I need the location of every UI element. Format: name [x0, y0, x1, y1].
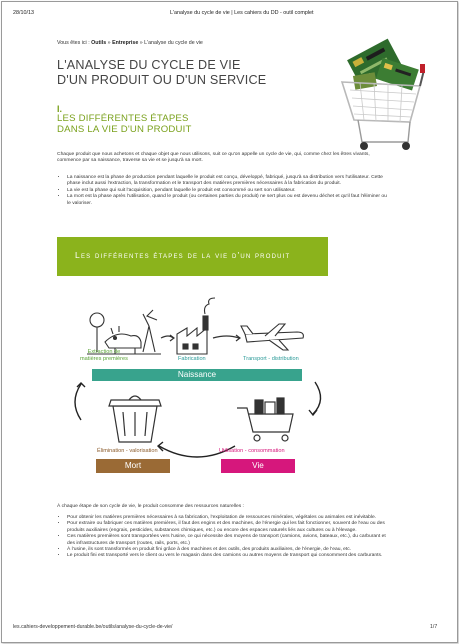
page-title: [57, 58, 266, 87]
step-elimination-label: Élimination - valorisation: [97, 448, 158, 454]
naissance-band: [92, 369, 302, 381]
step-fabrication-label: Fabrication: [178, 356, 206, 362]
breadcrumb: [57, 40, 203, 46]
vie-label: Vie: [252, 461, 264, 470]
breadcrumb-separator: »: [106, 40, 113, 46]
step-transport-label: Transport - distribution: [243, 356, 299, 362]
list-item: • La vie est la phase qui suit l'acquisition, pendant laquelle le produit est consommé ou sert son utilisateur.: [67, 188, 392, 194]
airplane-icon: [241, 324, 303, 350]
resources-list: [57, 515, 392, 560]
mort-label: Mort: [124, 461, 142, 470]
list-item: • À l'usine, ils sont transformés en produit fini grâce à des machines et des outils, des produits auxiliaires, de l'énergie, de l'eau, etc.: [67, 547, 392, 553]
list-item: • Pour extraire ou fabriquer ces matières premières, il faut des engins et des machines, de l'énergie qui les fait fonctionner, souvent de l'eau ou des produits auxiliaires (engrais, pesticides, substances chimiques, etc.) ou encore des espaces naturels liés aux cultures ou à l'élevage.: [67, 521, 392, 534]
breadcrumb-link-entreprise[interactable]: Entreprise: [112, 40, 139, 46]
list-item: • La naissance est la phase de production pendant laquelle le produit est conçu, développé, fabriqué, jusqu'à sa distribution vers l'utilisateur. Cette phase inclut aussi l'extraction, la transformation et le transport des matières premières nécessaires à la fabrication du produit.: [67, 175, 392, 188]
extraction-icon: [87, 310, 161, 354]
intro-paragraph: Chaque produit que nous achetons et chaque objet que nous utilisons, suit ce qu'on appelle un cycle de vie, qui, comme chez les êtres vivants, commence par sa naissance, traverse sa vie et se jusqu'à sa mort.: [57, 152, 370, 164]
diagram-banner: [57, 237, 328, 276]
list-item: • Ces matières premières sont transportées vers l'usine, ce qui nécessite des moyens de transport (camions, avions, bateaux, etc.), du carburant et des infrastructures de transport (routes, rails, ports, etc.): [67, 534, 392, 547]
list-item: • Le produit fini est transporté vers le client ou vers le magasin dans des camions ou autres moyens de transport qui consomment des carburants.: [67, 553, 392, 559]
naissance-label: Naissance: [177, 370, 217, 379]
breadcrumb-current: L'analyse du cycle de vie: [144, 40, 203, 46]
footer-url: les.cahiers-developpement-durable.be/outils/analyse-du-cycle-de-vie/: [13, 624, 173, 630]
section-title: [57, 113, 192, 135]
step-utilisation-label: Utilisation - consommation: [219, 448, 285, 454]
print-date: 28/10/13: [13, 10, 34, 16]
print-page-title: L'analyse du cycle de vie | Les cahiers du DD - outil complet: [170, 10, 314, 16]
step-extraction-label: [80, 349, 128, 362]
diagram-banner-title: Les différentes étapes de la vie d'un produit: [75, 250, 291, 260]
page-title-line-1: L'ANALYSE DU CYCLE DE VIE: [57, 58, 241, 72]
breadcrumb-link-outils[interactable]: Outils: [91, 40, 107, 46]
breadcrumb-prefix: Vous êtes ici :: [57, 40, 92, 46]
resources-intro: À chaque étape de son cycle de vie, le produit consomme des ressources naturelles :: [57, 504, 244, 509]
breadcrumb-separator: »: [138, 40, 145, 46]
mort-band: [96, 459, 170, 473]
list-item: • Pour obtenir les matières premières nécessaires à sa fabrication, l'exploitation de ressources minérales, végétales ou animales est inévitable.: [67, 515, 392, 521]
section-title-line-2: DANS LA VIE D'UN PRODUIT: [57, 124, 192, 135]
shopping-cart-picture: [336, 30, 426, 156]
step-extraction-line-1: Extraction de: [87, 349, 121, 355]
footer-page-number: 1/7: [430, 624, 438, 630]
step-extraction-line-2: matières premières: [80, 355, 128, 362]
list-item: • La mort est la phase après l'utilisation, quand le produit (ou certaines parties du produit) ne sert plus ou est devenu déchet et qu'il faut l'éliminer ou le valoriser.: [67, 194, 392, 207]
trash-can-icon: [109, 396, 161, 442]
factory-icon: [177, 298, 215, 354]
vie-band: [221, 459, 295, 473]
page-title-line-2: D'UN PRODUIT OU D'UN SERVICE: [57, 72, 267, 87]
section-number: I.: [57, 104, 63, 114]
cart-icon: [237, 398, 293, 441]
life-phases-list: [57, 175, 392, 207]
section-title-line-1: LES DIFFÉRENTES ÉTAPES: [57, 113, 189, 124]
